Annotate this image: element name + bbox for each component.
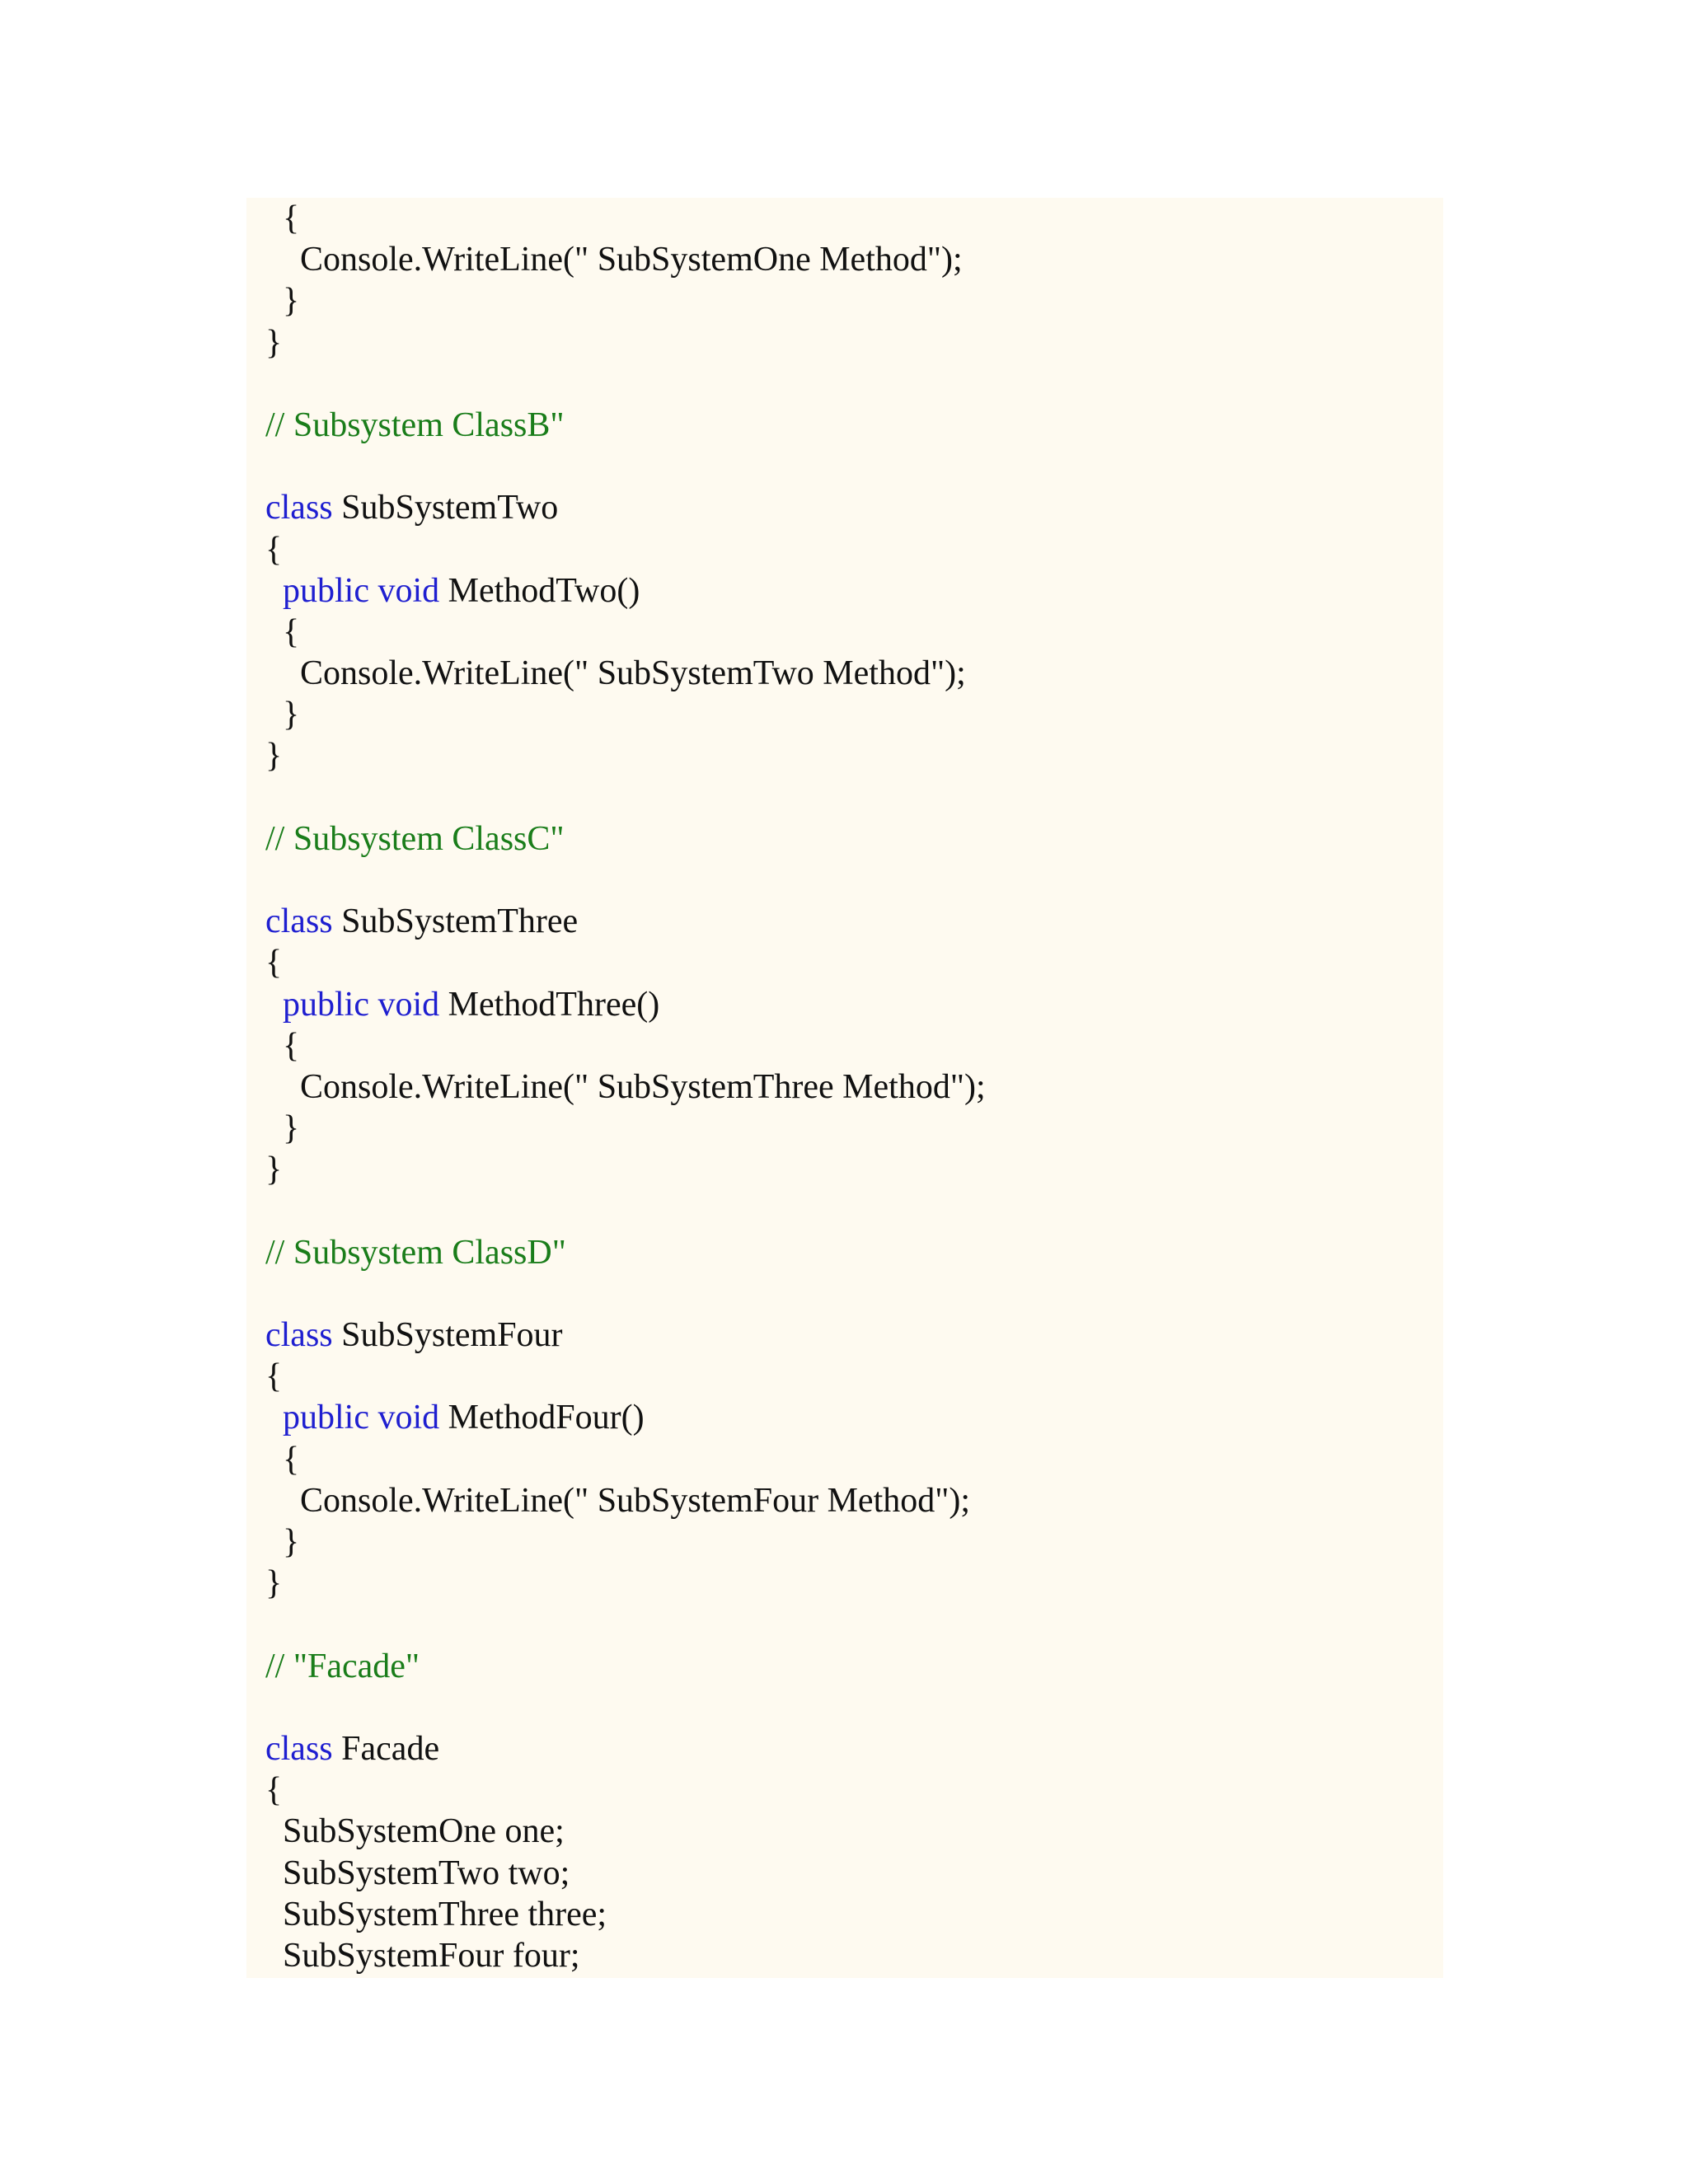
- code-text: {: [265, 1440, 300, 1479]
- code-line: [265, 487, 986, 528]
- code-text: }: [265, 696, 300, 734]
- code-text: MethodFour(): [439, 1399, 645, 1437]
- code-text: }: [265, 282, 300, 321]
- code-text: SubSystemThree: [332, 902, 579, 941]
- code-line: [265, 239, 986, 280]
- code-line: [265, 735, 986, 776]
- code-line: [265, 570, 986, 612]
- code-text: Console.WriteLine(" SubSystemTwo Method");: [265, 654, 966, 693]
- code-text: [265, 986, 283, 1024]
- code-content: [265, 198, 986, 1976]
- code-comment: // Subsystem ClassC": [265, 819, 565, 858]
- code-text: MethodTwo(): [439, 571, 640, 610]
- code-keyword: class: [265, 1316, 333, 1355]
- code-text: {: [265, 612, 300, 651]
- code-text: {: [265, 199, 300, 237]
- code-line: [265, 405, 986, 446]
- code-line: [265, 818, 986, 860]
- blank-line: [265, 1687, 986, 1728]
- code-text: Console.WriteLine(" SubSystemOne Method");: [265, 241, 963, 279]
- code-text: SubSystemTwo: [332, 489, 559, 527]
- blank-line: [265, 1191, 986, 1232]
- code-line: [265, 198, 986, 239]
- code-line: [265, 984, 986, 1025]
- code-line: [265, 1315, 986, 1356]
- code-line: [265, 1853, 986, 1894]
- code-line: [265, 1066, 986, 1108]
- code-text: Facade: [332, 1729, 440, 1768]
- code-line: [265, 529, 986, 570]
- code-line: [265, 1935, 986, 1976]
- code-text: }: [265, 323, 283, 362]
- blank-line: [265, 777, 986, 818]
- code-text: [265, 1399, 283, 1436]
- code-comment: // Subsystem ClassB": [265, 405, 565, 444]
- code-line: [265, 901, 986, 942]
- code-line: [265, 1769, 986, 1811]
- code-line: [265, 1025, 986, 1066]
- code-text: }: [265, 1564, 283, 1603]
- code-listing: [246, 198, 1443, 1978]
- code-comment: // "Facade": [265, 1647, 420, 1685]
- blank-line: [265, 446, 986, 487]
- code-line: [265, 322, 986, 363]
- code-text: }: [265, 737, 283, 776]
- code-text: SubSystemFour: [332, 1316, 563, 1355]
- code-keyword: class: [265, 902, 333, 941]
- code-keyword: class: [265, 489, 333, 527]
- code-line: [265, 1232, 986, 1273]
- code-keyword: public void: [283, 985, 440, 1024]
- code-text: SubSystemThree three;: [265, 1895, 607, 1933]
- code-line: [265, 1646, 986, 1687]
- code-line: [265, 1149, 986, 1190]
- blank-line: [265, 860, 986, 901]
- code-line: [265, 1811, 986, 1852]
- code-line: [265, 1563, 986, 1604]
- code-text: Console.WriteLine(" SubSystemThree Method");: [265, 1067, 986, 1106]
- code-keyword: public void: [283, 571, 440, 610]
- code-keyword: class: [265, 1729, 333, 1768]
- code-line: [265, 1439, 986, 1480]
- code-text: SubSystemTwo two;: [265, 1854, 570, 1892]
- code-comment: // Subsystem ClassD": [265, 1233, 566, 1272]
- code-line: [265, 1480, 986, 1521]
- code-text: }: [265, 1109, 300, 1148]
- code-line: [265, 1728, 986, 1769]
- code-line: [265, 612, 986, 653]
- code-text: [265, 572, 283, 610]
- blank-line: [265, 1273, 986, 1315]
- code-text: {: [265, 1357, 283, 1396]
- code-text: {: [265, 1026, 300, 1065]
- code-line: [265, 1397, 986, 1438]
- code-text: {: [265, 944, 283, 982]
- code-line: [265, 1894, 986, 1935]
- code-line: [265, 694, 986, 735]
- code-text: }: [265, 1523, 300, 1561]
- code-line: [265, 1108, 986, 1149]
- code-line: [265, 653, 986, 694]
- blank-line: [265, 1604, 986, 1645]
- blank-line: [265, 363, 986, 405]
- code-text: }: [265, 1151, 283, 1189]
- code-text: MethodThree(): [439, 985, 660, 1024]
- code-text: SubSystemOne one;: [265, 1812, 565, 1851]
- code-line: [265, 942, 986, 983]
- code-text: {: [265, 1771, 283, 1810]
- code-text: {: [265, 530, 283, 569]
- code-keyword: public void: [283, 1399, 440, 1437]
- code-text: Console.WriteLine(" SubSystemFour Method");: [265, 1481, 971, 1520]
- code-text: SubSystemFour four;: [265, 1936, 580, 1975]
- code-line: [265, 1356, 986, 1397]
- code-line: [265, 1521, 986, 1563]
- code-line: [265, 280, 986, 321]
